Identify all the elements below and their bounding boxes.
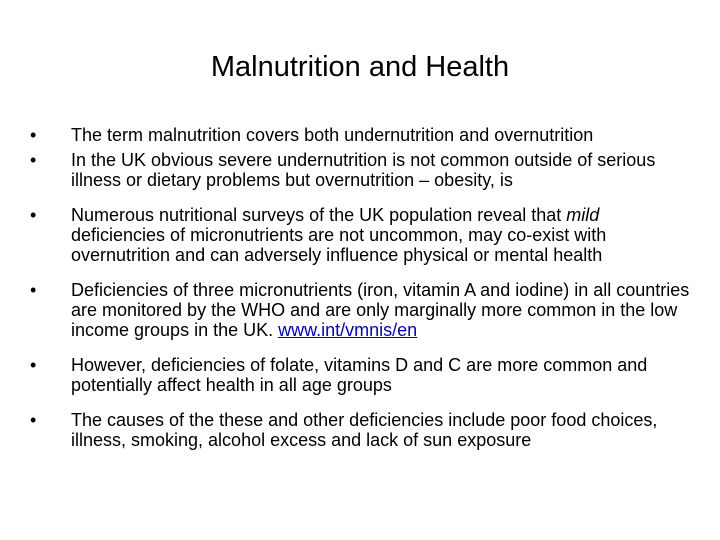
bullet-text: The term malnutrition covers both undernutrition and overnutrition bbox=[71, 125, 594, 145]
bullet-item bbox=[30, 410, 695, 450]
bullet-text bbox=[71, 205, 606, 265]
bullet-text-part: Numerous nutritional surveys of the UK population reveal that bbox=[71, 205, 567, 225]
slide-title: Malnutrition and Health bbox=[210, 51, 510, 83]
bullet-item bbox=[30, 150, 695, 190]
bullet-text-part: deficiencies of micronutrients are not uncommon, may co-exist with overnutrition and can adversely influence physical or mental health bbox=[71, 225, 607, 265]
bullet-dot-icon: • bbox=[30, 355, 37, 375]
bullet-text: In the UK obvious severe undernutrition is not common outside of serious illness or dietary problems but overnutrition – obesity, is bbox=[71, 150, 656, 190]
bullet-dot-icon: • bbox=[30, 150, 37, 170]
bullet-list bbox=[30, 125, 695, 450]
bullet-item bbox=[30, 125, 695, 145]
bullet-dot-icon: • bbox=[30, 280, 37, 300]
bullet-item bbox=[30, 355, 695, 395]
bullet-text: The causes of the these and other deficiencies include poor food choices, illness, smoking, alcohol excess and lack of sun exposure bbox=[71, 410, 658, 450]
bullet-text: However, deficiencies of folate, vitamins D and C are more common and potentially affect health in all age groups bbox=[71, 355, 648, 395]
bullet-item bbox=[30, 280, 695, 340]
bullet-dot-icon: • bbox=[30, 410, 37, 430]
bullet-text bbox=[71, 280, 689, 340]
bullet-text-part: Deficiencies of three micronutrients (iron, vitamin A and iodine) in all countries are monitored by the WHO and are only marginally more common in the low income groups in the UK. bbox=[71, 280, 690, 340]
bullet-item bbox=[30, 205, 695, 265]
bullet-emphasis: mild bbox=[566, 205, 600, 225]
bullet-dot-icon: • bbox=[30, 125, 37, 145]
who-vmnis-link[interactable]: www.int/vmnis/en bbox=[278, 320, 418, 340]
bullet-dot-icon: • bbox=[30, 205, 37, 225]
